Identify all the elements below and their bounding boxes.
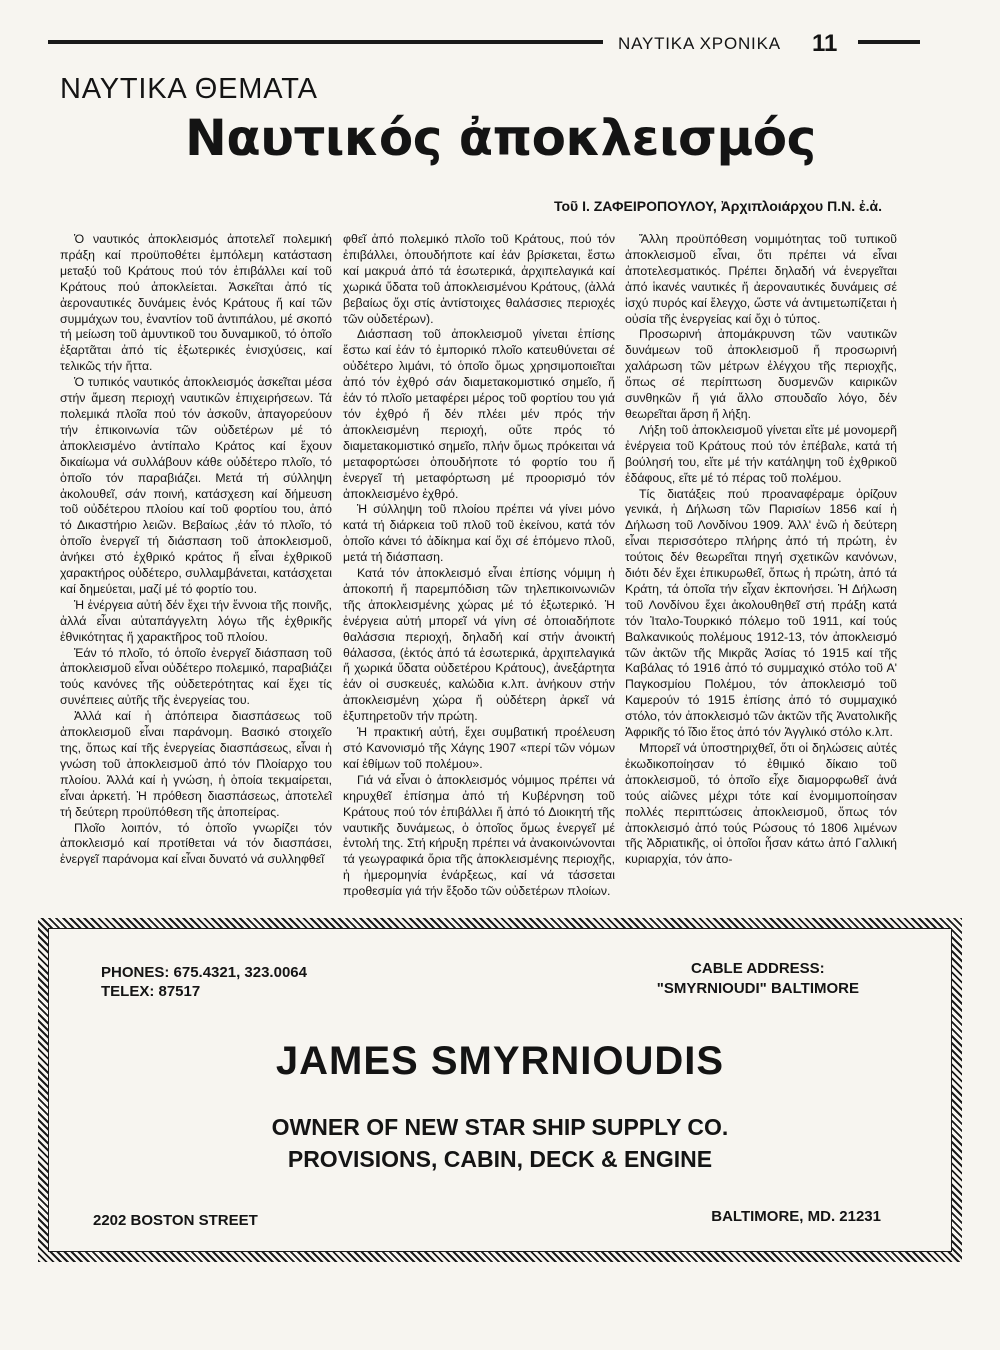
paragraph: Κατά τόν ἀποκλεισμό εἶναι ἐπίσης νόμιμη ἡ ἀποκοπή ἤ παρεμπόδιση τῶν τηλεπικοινωνιῶν τῆς ἀποκλεισμένης χώρας μέ τό ἐξωτερικό. Ἡ ἐνέργεια αὐτή μπορεῖ νά γίνη σέ ὁποιαδήποτε θαλάσσια περιοχή, δηλαδή καί στήν ἀνοικτή θάλασσα, (ἐκτός ἀπό τά ἐσωτερικά, ἀρχιπελαγικά ἤ χωρικά ὕδατα οὐδετέρου Κράτους), ἀνεξάρτητα ἐάν οἱ συσκευές, καλώδια κ.λπ. ἀνήκουν στήν ἀποκλεισμένη χώρα ἤ οὐδέτερη ἀρκεῖ νά ἐξυπηρετοῦν τήν πρώτη. — [343, 566, 615, 724]
article-column-2 — [343, 232, 615, 908]
article-title: Ναυτικός ἀποκλεισμός — [185, 109, 816, 167]
paragraph: Ἀλλά καί ἡ ἀπόπειρα διασπάσεως τοῦ ἀποκλεισμοῦ εἶναι παράνομη. Βασικό στοιχεῖο της, ὅπως καί τῆς ἐνεργείας διασπάσεως, εἶναι ἡ γνώση τοῦ ἀποκλεισμοῦ ἀπό τόν Πλοίαρχο του πλοίου. Ἀλλά καί ἡ γνώση, ἡ ὁποία τεκμαίρεται, εἶναι ἀρκετή. Ἡ πρόθεση διασπάσεως, ἀποτελεῖ τή δεύτερη προϋπόθεση τῆς ἀποπείρας. — [60, 709, 332, 819]
ad-contact-block — [101, 963, 307, 1001]
ad-street-address: 2202 BOSTON STREET — [93, 1212, 258, 1229]
article-column-3 — [625, 232, 897, 908]
article-column-1 — [60, 232, 332, 908]
paragraph: Τίς διατάξεις πού προαναφέραμε ὁρίζουν γενικά, ἡ Δήλωση τῶν Παρισίων 1856 καί ἡ Δήλωση τοῦ Λονδίνου 1909. Ἀλλ' ἐνῶ ἡ δεύτερη εἶναι περισσότερο πλήρης ἀπό τή πρώτη, ἐν τούτοις δέν θεωρεῖται πηγή σχετικῶν κανόνων, διότι δέν ἔχει ἐπικυρωθεῖ, ὅπως ἡ πρώτη, ἀπό τά Κράτη, τά ὁποῖα τήν εἶχαν ἐκπονήσει. Ἡ Δήλωση τοῦ Λονδίνου ἔχει ἀκολουθηθεῖ στή πράξη κατά τόν Ἰταλο-Τουρκικό πόλεμο τοῦ 1911, καί τούς Βαλκανικούς πολέμους 1912-13, τόν ἀποκλεισμό τῶν ἀκτῶν τῆς Μικρᾶς Ἀσίας τό 1915 καί τῆς Καβάλας τό 1916 ἀπό τό συμμαχικό στόλο τοῦ Α' Παγκοσμίου Πολέμου, τόν ἀποκλεισμό τοῦ Καμερούν τό 1915 ἐπίσης ἀπό τό συμμαχικό στόλο, τόν ἀποκλεισμό τῶν ἀκτῶν τῆς Ἀνατολικῆς Ἀφρικῆς τό ἴδιο ἔτος ἀπό τόν Ἀγγλικό στόλο κ.λπ. — [625, 486, 897, 740]
paragraph: Γιά νά εἶναι ὁ ἀποκλεισμός νόμιμος πρέπει νά κηρυχθεῖ ἐπίσημα ἀπό τή Κυβέρνηση τοῦ Κράτους πού τόν ἐπιβάλλει ἤ ἀπό τό Διοικητή τῆς ναυτικῆς δυνάμεως, ὁ ὁποῖος ὅμως ἐνεργεῖ μέ ἐντολή της. Στή κήρυξη πρέπει νά ἀνακοινώνονται τά γεωγραφικά ὅρια τῆς ἀποκλεισμένης περιοχῆς, ἡ ἡμερομηνία ἐνάρξεως, καί νά τάσσεται προθεσμία γιά τήν ἔξοδο τῶν οὐδετέρων πλοίων. — [343, 772, 615, 899]
paragraph: Ὁ τυπικός ναυτικός ἀποκλεισμός ἀσκεῖται μέσα στήν ἄμεση περιοχή ναυτικῶν ἐπιχειρήσεων. Τά πολεμικά πλοῖα πού τόν ἀσκοῦν, ἀπαγορεύουν τήν ἐπικοινωνία τῶν οὐδετέρων μέ τό ἀποκλεισμένο ἀντίπαλο Κράτος καί ἔχουν δικαίωμα νά συλλάβουν κάθε οὐδέτερο πλοῖο, τό ὁποῖο τόν παραβιάζει. Μετά τή σύλληψη ἀκολουθεῖ, σάν ποινή, κατάσχεση καί δήμευση τοῦ οὐδέτερου πλοίου καί τοῦ φορτίου του, ἀπό τό Δικαστήριο λειῶν. Βεβαίως ,ἐάν τό πλοῖο, τό ὁποῖο ἐνεργεῖ τή διάσπαση τοῦ ἀποκλεισμοῦ, ἀνήκει στό ἐχθρικό κράτος ἤ εἶναι ἐχθρικοῦ χαρακτήρος οὐδέτερο, συλλαμβάνεται, κατάσχεται καί δημεύεται, μαζί μέ τό φορτίο του. — [60, 375, 332, 596]
paragraph: Προσωρινή ἀπομάκρυνση τῶν ναυτικῶν δυνάμεων τοῦ ἀποκλεισμοῦ ἤ προσωρινή χαλάρωση τῶν μέτρων ἐλέγχου τῆς περιοχῆς, ὅπως σέ περίπτωση δυσμενῶν καιρικῶν συνθηκῶν ἤ γιά ἄλλο σπουδαῖο λόγο, δέν θεωρεῖται ἄρση ἤ λήξη. — [625, 327, 897, 421]
paragraph: Ἡ πρακτική αὐτή, ἔχει συμβατική προέλευση στό Κανονισμό τῆς Χάγης 1907 «περί τῶν νόμων καί ἐθίμων τοῦ πολέμου». — [343, 725, 615, 771]
ad-provisions-line: PROVISIONS, CABIN, DECK & ENGINE — [287, 1146, 713, 1172]
publication-title: ΝΑΥΤΙΚΑ ΧΡΟΝΙΚΑ — [618, 34, 781, 53]
paragraph: φθεῖ ἀπό πολεμικό πλοῖο τοῦ Κράτους, πού τόν ἐπιβάλλει, ὁπουδήποτε καί ἐάν βρίσκεται, ἔστω καί μακρυά ἀπό τά ἐσωτερικά, ἀρχιπελαγικά καί χωρικά ὕδατα τοῦ ἀποκλεισμένου Κράτους, (ἀλλά βεβαίως ὄχι στίς ἀντίστοιχες θαλάσσιες περιοχές τῶν οὐδετέρων). — [343, 232, 615, 326]
ad-phones: PHONES: 675.4321, 323.0064 — [101, 964, 307, 981]
paragraph: Ἐάν τό πλοῖο, τό ὁποῖο ἐνεργεῖ διάσπαση τοῦ ἀποκλεισμοῦ εἶναι οὐδέτερο πολεμικό, παραβιάζει τούς κανόνες τῆς οὐδετερότητας καί ἔχει τίς συνέπειες αὐτῆς τῆς ἐνεργείας του. — [60, 645, 332, 708]
ad-owner-line: OWNER OF NEW STAR SHIP SUPPLY CO. — [271, 1114, 729, 1140]
paragraph: Λήξη τοῦ ἀποκλεισμοῦ γίνεται εἴτε μέ μονομερῆ ἐνέργεια τοῦ Κράτους πού τόν ἐπέβαλε, κατά τή βούλησή του, εἴτε μέ τήν κατάληψη τοῦ ἐχθρικοῦ ἐδάφους, εἴτε μέ τό πέρας τοῦ πολέμου. — [625, 422, 897, 485]
paragraph: Μπορεῖ νά ὑποστηριχθεῖ, ὅτι οἱ δηλώσεις αὐτές ἐκωδικοποίησαν τό ἐθιμικό δίκαιο τοῦ ἀποκλεισμοῦ, τό ὁποῖο εἶχε διαμορφωθεῖ ἀνά τούς αἰῶνες μέχρι τότε καί ἐνομιμοποίησαν πολλές περιπτώσεις ἀποκλεισμοῦ, ὅπως τόν ἀποκλεισμό ἀπό τούς Ρώσους τό 1806 λιμένων τῆς Ἀδριατικῆς, οἱ ὁποῖοι ἦσαν κάτω ἀπό Γαλλική κυριαρχία, τόν ἀπο- — [625, 741, 897, 867]
ad-cable-value: "SMYRNIOUDI" BALTIMORE — [656, 980, 859, 997]
ad-company-name: JAMES SMYRNIOUDIS — [275, 1039, 725, 1083]
paragraph: Πλοῖο λοιπόν, τό ὁποῖο γνωρίζει τόν ἀποκλεισμό καί προτίθεται νά τόν διασπάσει, ἐνεργεῖ παράνομα καί εἶναι δυνατό νά συλληφθεῖ — [60, 820, 332, 867]
ad-cable-label: CABLE ADDRESS: — [691, 960, 825, 977]
article-byline: Τοῦ Ι. ΖΑΦΕΙΡΟΠΟΥΛΟΥ, Ἀρχιπλοιάρχου Π.Ν. ἐ.ἀ. — [553, 198, 882, 214]
advertisement-border — [38, 918, 962, 1262]
paragraph: Διάσπαση τοῦ ἀποκλεισμοῦ γίνεται ἐπίσης ἔστω καί ἐάν τό ἐμπορικό πλοῖο κατευθύνεται σέ οὐδέτερο λιμάνι, τό ὁποῖο ὅμως χρησιμοποιεῖται ἀπό τόν ἐχθρό σάν διαμετακομιστικό σημεῖο, ἤ ἐάν τό πλοῖο μεταφέρει μέρος τοῦ φορτίου του γιά τόν ἐχθρό ἤ δέν πλέει μέν πρός τήν ἀποκλεισμένη περιοχή, οὔτε πρός τό διαμετακομιστικό σημεῖο, πλήν ὅμως πρόκειται νά μεταφορτώσει ὁπουδήποτε τό φορτίο του ἤ ἐνεργεῖ τή μεταφόρτωση μέ προορισμό τόν ἀποκλεισμένο ἐχθρό. — [343, 327, 615, 501]
ad-city-address: BALTIMORE, MD. 21231 — [711, 1208, 881, 1225]
paragraph: Ἡ σύλληψη τοῦ πλοίου πρέπει νά γίνει μόνο κατά τή διάρκεια τοῦ πλοῦ τοῦ ἐκείνου, κατά τόν ὁποῖο κάνει τό ἀδίκημα καί ὄχι σέ ἑπόμενο πλοῦ, μετά τή διάσπαση. — [343, 502, 615, 565]
ad-telex: TELEX: 87517 — [101, 983, 201, 1000]
paragraph: Ἡ ἐνέργεια αὐτή δέν ἔχει τήν ἔννοια τῆς ποινῆς, ἀλλά εἶναι αὐταπάγγελτη λόγω τῆς ἐχθρικῆς ἐθνικότητας ἤ χαρακτῆρος τοῦ πλοίου. — [60, 597, 332, 644]
ad-cable-block — [657, 959, 859, 999]
advertisement — [48, 928, 952, 1252]
paragraph: Ὁ ναυτικός ἀποκλεισμός ἀποτελεῖ πολεμική πράξη καί προϋποθέτει ἐμπόλεμη κατάσταση μεταξύ τοῦ Κράτους πού τόν ἐπιβάλλει καί τοῦ Κράτους πού ἀποκλείεται. Ἀσκεῖται ἀπό τίς ἀεροναυτικές δυνάμεις ἑνός Κράτους ἤ καί τῶν συμμάχων του, ἐναντίον τοῦ ἀντιπάλου, μέ σκοπό τή μείωση τοῦ ἀμυντικοῦ του δυναμικοῦ, τό ὁποῖο ἐξαρτᾶται ἀπό τίς ἐξωτερικές ἐνισχύσεις, καί τελικῶς τήν ἥττα. — [60, 232, 332, 374]
paragraph: Ἄλλη προϋπόθεση νομιμότητας τοῦ τυπικοῦ ἀποκλεισμοῦ εἶναι, ὅτι πρέπει νά εἶναι ἀποτελεσματικός. Πρέπει δηλαδή νά ἐνεργεῖται ἀπό ἱκανές ναυτικές ἤ ἀεροναυτικές δυνάμεις σέ ἰσχύ πυρός καί ἔλεγχο, ὥστε νά ἀντιμετωπίζεται ἡ οὐσία τῆς ἐνεργείας καί ὄχι ὁ τύπος. — [625, 232, 897, 326]
header-rule-left — [48, 40, 603, 44]
section-title: ΝΑΥΤΙΚΑ ΘΕΜΑΤΑ — [60, 73, 318, 105]
page-number: 11 — [812, 30, 838, 57]
header-rule-right — [858, 40, 920, 44]
